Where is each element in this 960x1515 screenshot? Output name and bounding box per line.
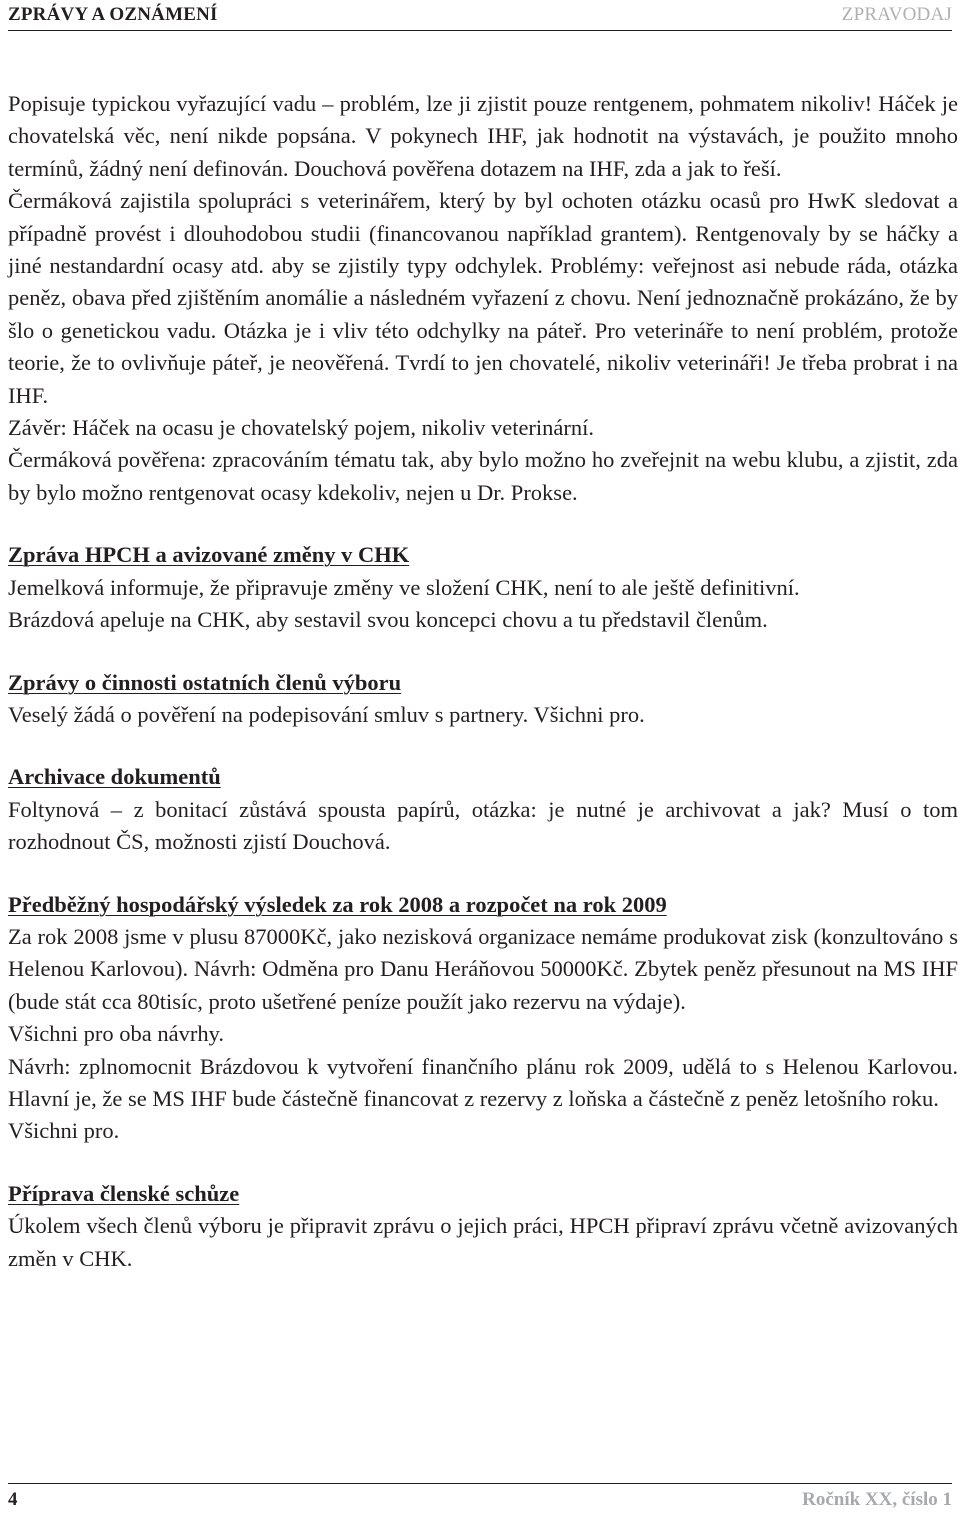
section-budget [8, 889, 958, 1148]
section-heading: Zprávy o činnosti ostatních členů výboru [8, 669, 402, 695]
section-committee [8, 667, 958, 732]
section-paragraph: Úkolem všech členů výboru je připravit zprávu o jejich práci, HPCH připraví zprávu včetně avizovaných změn v CHK. [8, 1213, 958, 1271]
running-footer [8, 1483, 952, 1513]
section-paragraph: Návrh: zplnomocnit Brázdovou k vytvoření finančního plánu rok 2009, udělá to s Helenou Karlovou. Hlavní je, že se MS IHF bude částečně financovat z rezervy z loňska a částečně z peněz letošního roku. [8, 1053, 958, 1111]
section-hpch [8, 539, 958, 636]
paragraph-assignment: Čermáková pověřena: zpracováním tématu tak, aby bylo možno ho zveřejnit na webu klubu, a zjistit, zda by bylo možno rentgenovat ocasy kdekoliv, nejen u Dr. Prokse. [8, 447, 958, 505]
publication-name: ZPRAVODAJ [841, 4, 952, 25]
paragraph-conclusion: Závěr: Háček na ocasu je chovatelský pojem, nikoliv veterinární. [8, 415, 595, 441]
section-paragraph: Jemelková informuje, že připravuje změny ve složení CHK, není to ale ještě definitivní. [8, 574, 800, 600]
paragraph-vet-cooperation: Čermáková zajistila spolupráci s veterinářem, který by byl ochoten otázku ocasů pro HwK sledovat a případně provést i dlouhodobou studii (financovanou například grantem). Rentgenovaly by se háčky a jiné nestandardní ocasy atd. aby se zjistily typy odchylek. Problémy: veřejnost asi nebude ráda, otázka peněz, obava před zjištěním anomálie a následném vyřazení z chovu. Není jednoznačně prokázáno, že by šlo o genetickou vadu. Otázka je i vliv této odchylky na páteř. Pro veterináře to není problém, protože teorie, že to ovlivňuje páteř, je neověřená. Tvrdí to jen chovatelé, nikoliv veterináři! Je třeba probrat i na IHF. [8, 188, 958, 408]
section-paragraph: Veselý žádá o pověření na podepisování smluv s partnery. Všichni pro. [8, 701, 645, 727]
section-paragraph: Všichni pro. [8, 1118, 120, 1144]
running-header [8, 0, 952, 31]
section-title: ZPRÁVY A OZNÁMENÍ [8, 4, 218, 25]
section-paragraph: Za rok 2008 jsme v plusu 87000Kč, jako nezisková organizace nemáme produkovat zisk (konzultováno s Helenou Karlovou). Návrh: Odměna pro Danu Heráňovou 50000Kč. Zbytek peněz přesunout na MS IHF (bude stát cca 80tisíc, proto ušetřené peníze použít jako rezervu na výdaje). [8, 923, 958, 1014]
section-heading: Zpráva HPCH a avizované změny v CHK [8, 542, 410, 568]
section-archive [8, 761, 958, 858]
section-heading: Příprava členské schůze [8, 1180, 240, 1206]
paragraph-tail-defect: Popisuje typickou vyřazující vadu – problém, lze ji zjistit pouze rentgenem, pohmatem nikoliv! Háček je chovatelská věc, není nikde popsána. V pokynech IHF, jak hodnotit na výstavách, je použito mnoho termínů, žádný není definován. Douchová pověřena dotazem na IHF, zda a jak to řeší. [8, 91, 958, 181]
section-paragraph: Foltynová – z bonitací zůstává spousta papírů, otázka: je nutné je archivovat a jak? Musí o tom rozhodnout ČS, možnosti zjistí Douchová. [8, 796, 958, 855]
issue-label: Ročník XX, číslo 1 [802, 1489, 952, 1510]
page-number: 4 [8, 1489, 18, 1510]
section-heading: Předběžný hospodářský výsledek za rok 2008 a rozpočet na rok 2009 [8, 891, 667, 917]
article-body [8, 88, 958, 1275]
section-paragraph: Brázdová apeluje na CHK, aby sestavil svou koncepci chovu a tu představil členům. [8, 607, 768, 633]
section-heading: Archivace dokumentů [8, 764, 221, 790]
section-paragraph: Všichni pro oba návrhy. [8, 1021, 224, 1047]
section-meeting [8, 1178, 958, 1275]
